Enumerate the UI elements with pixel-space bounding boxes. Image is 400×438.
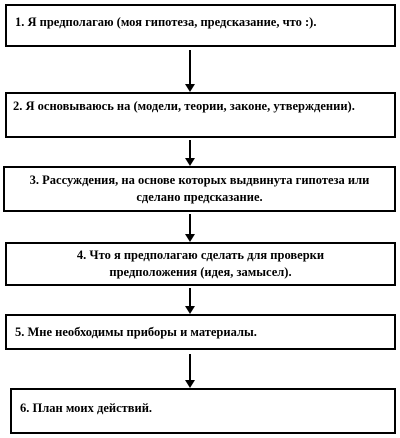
step-1-text: 1. Я предполагаю (моя гипотеза, предсказание, что :). [15, 15, 317, 29]
arrow-2-to-3 [185, 140, 195, 166]
step-5-text: 5. Мне необходимы приборы и материалы. [15, 325, 257, 339]
step-1-box [5, 4, 396, 47]
step-2-text: 2. Я основываюсь на (модели, теории, законе, утверждении). [13, 99, 355, 113]
step-2-box [5, 92, 396, 138]
step-6-box [10, 388, 396, 434]
step-3-box [3, 166, 396, 212]
arrow-1-to-2 [185, 50, 195, 92]
arrow-4-to-5 [185, 288, 195, 314]
step-4-box [5, 242, 396, 286]
step-5-box [5, 314, 396, 350]
arrow-5-to-6 [185, 354, 195, 388]
step-4-text: 4. Что я предполагаю сделать для проверки предположения (идея, замысел). [76, 248, 325, 279]
step-6-text: 6. План моих действий. [20, 401, 153, 415]
arrow-3-to-4 [185, 214, 195, 242]
step-3-text: 3. Рассуждения, на основе которых выдвинута гипотеза или сделано предсказание. [29, 173, 370, 204]
